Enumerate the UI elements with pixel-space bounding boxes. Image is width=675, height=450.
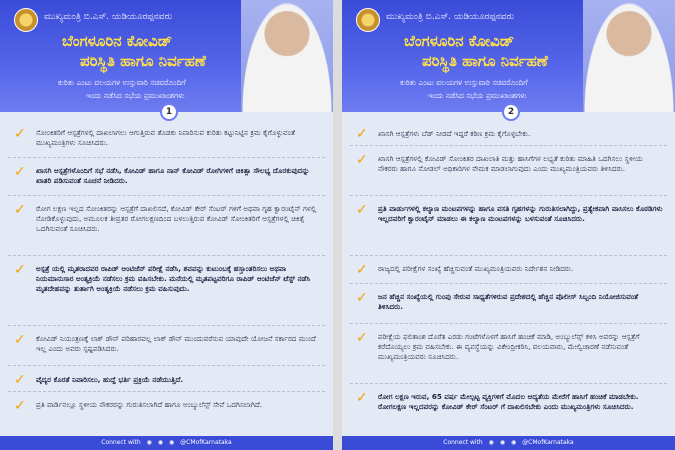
- header-subtitle-line-1: ಕುರಿತು ಎಂಟು ವಲಯಗಳ ಉಸ್ತುವಾರಿ ಸಚಿವರೊಂದಿಗೆ: [58, 78, 186, 87]
- page-number-badge: 2: [502, 103, 520, 121]
- header-title-line-1: ಬೆಂಗಳೂರಿನ ಕೋವಿಡ್: [62, 32, 173, 50]
- list-item-text: ಕೋವಿಡ್ ನಿಯಂತ್ರಣಕ್ಕೆ ಲಾಕ್ ಡೌನ್ ಪರಿಹಾರವಲ್ಲ ಲಾಕ್ ಡೌನ್ ಮುಂದುವರೆಸುವ ಯಾವುದೇ ಯೋಜನೆ ಸರ್ಕಾರದ ಮುಂದೆ ಇಲ್ಲ ಎಂದು ಅವರು ಸ್ಪಷ್ಟಪಡಿಸಿದರು.: [36, 334, 316, 353]
- list-item: [350, 328, 667, 384]
- list-item: [8, 396, 325, 432]
- instagram-icon: ◉: [168, 439, 175, 446]
- government-seal-icon: [14, 8, 38, 32]
- list-item: [8, 162, 325, 196]
- check-mark-icon: ✓: [14, 372, 26, 388]
- list-item: [350, 124, 667, 146]
- list-item-text: ಜನ ಹೆಚ್ಚಿನ ಸಂಖ್ಯೆಯಲ್ಲಿ ಗುಂಪು ಸೇರುವ ಸಾಧ್ಯತೆಗಳಿರುವ ಪ್ರದೇಶದಲ್ಲಿ ಹೆಚ್ಚಿನ ಪೊಲೀಸ್ ಸಿಬ್ಬಂದಿ ನಿಯೋಜಿಸುವಂತೆ ತಿಳಿಸಿದರು.: [378, 292, 639, 311]
- check-mark-icon: ✓: [14, 398, 26, 414]
- check-mark-icon: ✓: [356, 290, 368, 306]
- header-title-line-2: ಪರಿಸ್ಥಿತಿ ಹಾಗೂ ನಿರ್ವಹಣೆ: [422, 52, 548, 70]
- header-top-line: ಮುಖ್ಯಮಂತ್ರಿ ಬಿ.ಎಸ್. ಯಡಿಯೂರಪ್ಪನವರು: [44, 12, 173, 22]
- panel-footer: [0, 436, 333, 450]
- check-mark-icon: ✓: [356, 390, 368, 406]
- header-title-line-1: ಬೆಂಗಳೂರಿನ ಕೋವಿಡ್: [404, 32, 515, 50]
- list-item: [8, 260, 325, 326]
- list-item-text: ರೋಗ ಲಕ್ಷಣ ಇಲ್ಲದ ಸೋಂಕಿತರನ್ನು ಆಸ್ಪತ್ರೆಗೆ ದಾಖಲಿಸದೆ, ಕೋವಿಡ್ ಕೇರ್ ಸೆಂಟರ್ ಗಳಿಗೆ ಅಥವಾ ಗೃಹ ಕ್ವಾರಂಟೈನ್ ಗಳಲ್ಲಿ ನೋಡಿಕೊಳ್ಳುವುದು, ಅಮೂಲಕ ತೀವ್ರತರ ರೋಗಲಕ್ಷಣದಿಂದ ಬಳಲುತ್ತಿರುವ ಕೋವಿಡ್ ಸೋಂಕಿತರಿಗೆ ಆಸ್ಪತ್ರೆಗಳಲ್ಲಿ ಚಿಕಿತ್ಸೆ ಒದಗಿಸುವಂತೆ ಸೂಚಿಸಿದರು.: [36, 204, 317, 233]
- list-item: [350, 388, 667, 434]
- list-item-text: ಸೋಂಕಿತರಿಗೆ ಆಸ್ಪತ್ರೆಗಳಲ್ಲಿ ದಾಖಲಾಗಲು ಆಗುತ್ತಿರುವ ತೊಡಕು ನಿವಾರಿಸುವ ಕುರಿತು ಕಟ್ಟುನಿಟ್ಟಿನ ಕ್ರಮ ಕೈಗೊಳ್ಳುವಂತೆ ಮುಖ್ಯಮಂತ್ರಿಗಳು ಸೂಚಿಸಿದರು.: [36, 128, 296, 147]
- footer-label: Connect with: [443, 439, 483, 446]
- check-mark-icon: ✓: [14, 202, 26, 218]
- list-item: [8, 370, 325, 392]
- list-item-text: ಪರೀಕ್ಷೆಯ ಫಲಿತಾಂಶ ದೊರೆತ ಎರಡು ಗಂಟೆಗಳೊಳಗೆ ಹಾಸಿಗೆ ಹಂಚಿಕೆ ಮಾಡಿ, ಅಂಬ್ಯುಲೆನ್ಸ್ ಕಳಿಸಿ ಅವರನ್ನು ಆಸ್ಪತ್ರೆಗೆ ಕರೆದೊಯ್ಯಲು ಕ್ರಮ ವಹಿಸಬೇಕು. ಈ ವ್ಯವಸ್ಥೆಯನ್ನು ವಿಕೇಂದ್ರೀಕರಿಸಿ, ವಲಯವಾರು, ಮೇಲ್ವಿಚಾರಣೆ ನಡೆಸುವಂತೆ ಮುಖ್ಯಮಂತ್ರಿಯವರು ಸೂಚಿಸಿದರು.: [378, 332, 640, 361]
- list-item-text: ರಾಜ್ಯದಲ್ಲಿ ಪರೀಕ್ಷೆಗಳ ಸಂಖ್ಯೆ ಹೆಚ್ಚಿಸುವಂತೆ ಮುಖ್ಯಮಂತ್ರಿಯವರು ನಿರ್ದೇಶನ ನೀಡಿದರು.: [378, 264, 574, 273]
- list-item: [350, 260, 667, 284]
- header-top-line: ಮುಖ್ಯಮಂತ್ರಿ ಬಿ.ಎಸ್. ಯಡಿಯೂರಪ್ಪನವರು: [386, 12, 515, 22]
- panel-footer: [342, 436, 675, 450]
- infographic-panel-1: [0, 0, 333, 450]
- panel-header: [342, 0, 675, 112]
- list-item-text: ಖಾಸಗಿ ಆಸ್ಪತ್ರೆಗಳೊಂದಿಗೆ ಸಭೆ ನಡೆಸಿ, ಕೋವಿಡ್ ಹಾಗೂ ನಾನ್ ಕೋವಿಡ್ ರೋಗಿಗಳಿಗೆ ಚಿಕಿತ್ಸಾ ಸೌಲಭ್ಯ ದೊರಕುವುದನ್ನು ಖಾತರಿ ಪಡಿಸುವಂತೆ ಸೂಚನೆ ನೀಡಿದರು.: [36, 166, 310, 185]
- list-item: [350, 150, 667, 196]
- twitter-icon: ◉: [488, 439, 494, 446]
- check-mark-icon: ✓: [356, 126, 368, 142]
- page-number-badge: 1: [160, 103, 178, 121]
- check-mark-icon: ✓: [14, 126, 26, 142]
- facebook-icon: ◉: [499, 439, 506, 446]
- header-subtitle-line-2: ಇಂದು ನಡೆಸಿದ ಸಭೆಯ ಪ್ರಮುಖಾಂಶಗಳು: [86, 91, 185, 100]
- twitter-icon: ◉: [146, 439, 152, 446]
- list-item-text: ಖಾಸಗಿ ಆಸ್ಪತ್ರೆಗಳಲ್ಲಿ ಕೋವಿಡ್ ಸೋಂಕಿತರ ದಾಖಲಾತಿ ಮತ್ತು ಹಾಸಿಗೆಗಳ ಲಭ್ಯತೆ ಕುರಿತು ಮಾಹಿತಿ ಒದಗಿಸಲು ಸ್ಥಳೀಯ ನೌಕರರು ಹಾಗೂ ನೋಡಲ್ ಅಧಿಕಾರಿಗಳ ನೇಮಕ ಮಾಡಲಾಗುವುದು ಎಂದು ಮುಖ್ಯಮಂತ್ರಿಯವರು ತಿಳಿಸಿದರು.: [378, 154, 643, 173]
- list-item: [8, 124, 325, 158]
- chief-minister-portrait: [583, 0, 675, 112]
- list-item: [350, 200, 667, 256]
- check-mark-icon: ✓: [14, 164, 26, 180]
- header-subtitle-line-1: ಕುರಿತು ಎಂಟು ವಲಯಗಳ ಉಸ್ತುವಾರಿ ಸಚಿವರೊಂದಿಗೆ: [400, 78, 528, 87]
- instagram-icon: ◉: [510, 439, 517, 446]
- check-mark-icon: ✓: [356, 152, 368, 168]
- footer-handle: @CMofKarnataka: [180, 439, 232, 446]
- header-subtitle-line-2: ಇಂದು ನಡೆಸಿದ ಸಭೆಯ ಪ್ರಮುಖಾಂಶಗಳು: [428, 91, 527, 100]
- footer-handle: @CMofKarnataka: [522, 439, 574, 446]
- check-mark-icon: ✓: [14, 332, 26, 348]
- header-title-line-2: ಪರಿಸ್ಥಿತಿ ಹಾಗೂ ನಿರ್ವಹಣೆ: [80, 52, 206, 70]
- check-mark-icon: ✓: [356, 202, 368, 218]
- list-item: [8, 200, 325, 256]
- list-item-text: ಖಾಸಗಿ ಆಸ್ಪತ್ರೆಗಳು ಬೆಡ್ ನೀಡದೆ ಇದ್ದರೆ ಕಠಿಣ ಕ್ರಮ ಕೈಗೊಳ್ಳಬೇಕು.: [378, 129, 531, 138]
- check-mark-icon: ✓: [356, 330, 368, 346]
- government-seal-icon: [356, 8, 380, 32]
- list-item-text: ಪ್ರತಿ ವಾರ್ಡಿನಲ್ಲೂ ಸ್ಥಳೀಯ ನೌಕರರನ್ನು ಗುರುತಿಸಲಾಗಿದೆ ಹಾಗೂ ಅಂಬ್ಯುಲೆನ್ಸ್ ಸೇವೆ ಒದಗಿಸಲಾಗಿದೆ.: [36, 400, 263, 409]
- footer-label: Connect with: [101, 439, 141, 446]
- list-item: [8, 330, 325, 366]
- list-item-text: ಅಸ್ಪತ್ರೆ ಯಲ್ಲಿ ಮೃತರಾದವರ ರಾಪಿಡ್ ಆಂಟಿಜೆನ್ ಪರೀಕ್ಷೆ ನಡೆಸಿ, ಶವವನ್ನು ಕುಟುಂಬಕ್ಕೆ ಹಸ್ತಾಂತರಿಸಲು ಅಥವಾ ನಿಯಮಾನುಸಾರ ಅಂತ್ಯಕ್ರಿಯೆ ನಡೆಸಲು ಕ್ರಮ ವಹಿಸಬೇಕು. ಮನೆಯಲ್ಲಿ ಮೃತಪಟ್ಟವರಿಗೂ ರಾಪಿಡ್ ಆಂಟಿಜೆನ್ ಟೆಸ್ಟ್ ನಡೆಸಿ ಮೃತದೇಹವನ್ನು ತುರ್ತಾಗಿ ಅಂತ್ಯಕ್ರಿಯೆ ನಡೆಸಲು ಕ್ರಮ ವಹಿಸುವುದು.: [36, 264, 311, 293]
- check-mark-icon: ✓: [356, 262, 368, 278]
- list-item-text: ವೈದ್ಯರ ಕೊರತೆ ನಿವಾರಿಸಲು, ಹುದ್ದೆ ಭರ್ತಿ ಪ್ರಕ್ರಿಯೆ ನಡೆಯುತ್ತಿದೆ.: [36, 375, 184, 384]
- infographic-panel-2: [342, 0, 675, 450]
- panel-header: [0, 0, 333, 112]
- list-item-text: ರೋಗ ಲಕ್ಷಣ ಇರುವ, 65 ವರ್ಷ ಮೇಲ್ಪಟ್ಟ ವ್ಯಕ್ತಿಗಳಿಗೆ ಮೊದಲ ಆದ್ಯತೆಯ ಮೇರೆಗೆ ಹಾಸಿಗೆ ಹಂಚಿಕೆ ಮಾಡಬೇಕು. ರೋಗಲಕ್ಷಣ ಇಲ್ಲದವರನ್ನು ಕೋವಿಡ್ ಕೇರ್ ಸೆಂಟರ್ ಗೆ ದಾಖಲಿಸಬೇಕು ಎಂದು ಮುಖ್ಯಮಂತ್ರಿಗಳು ಸೂಚಿಸಿದರು.: [378, 392, 639, 411]
- check-mark-icon: ✓: [14, 262, 26, 278]
- facebook-icon: ◉: [157, 439, 164, 446]
- list-item-text: ಪ್ರತಿ ವಾರ್ಡುಗಳಲ್ಲಿ ಕಲ್ಯಾಣ ಮಂಟಪಗಳನ್ನು ಹಾಗೂ ವಸತಿ ಗೃಹಗಳನ್ನು ಗುರುತಿಸಲಾಗಿದ್ದು, ಪ್ರತ್ಯೇಕವಾಗಿ ವಾಸಿಸಲು ಕೊಠಡಿಗಳು ಇಲ್ಲದವರಿಗೆ ಕ್ವಾರಂಟೈನ್ ಮಾಡಲು ಈ ಕಲ್ಯಾಣ ಮಂಟಪಗಳನ್ನು ಬಳಸುವಂತೆ ಸೂಚಿಸಿದರು.: [378, 204, 663, 223]
- list-item: [350, 288, 667, 324]
- chief-minister-portrait: [241, 0, 333, 112]
